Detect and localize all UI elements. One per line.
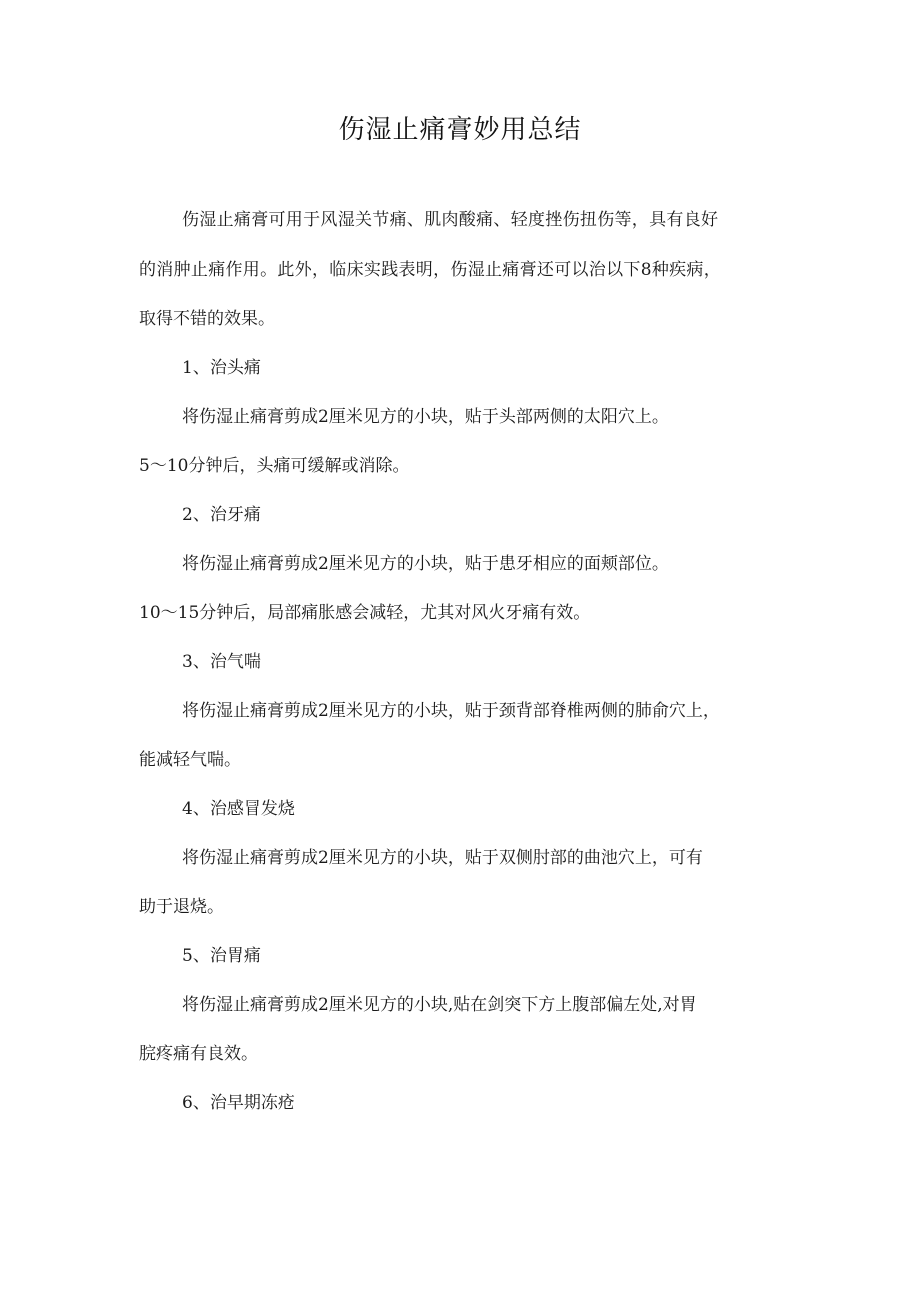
body-line: 将伤湿止痛膏剪成2厘米见方的小块，贴于头部两侧的太阳穴上。 (182, 407, 669, 427)
body-line: 取得不错的效果。 (139, 309, 275, 329)
body-line: 5～10分钟后，头痛可缓解或消除。 (139, 456, 410, 476)
body-line: 将伤湿止痛膏剪成2厘米见方的小块，贴于颈背部脊椎两侧的肺俞穴上， (182, 701, 720, 721)
section-heading: 3、治气喘 (182, 652, 261, 672)
body-line: 伤湿止痛膏可用于风湿关节痛、肌肉酸痛、轻度挫伤扭伤等，具有良好 (182, 210, 719, 230)
section-heading: 4、治感冒发烧 (182, 799, 295, 819)
body-line: 脘疼痛有良效。 (139, 1044, 258, 1064)
document-title: 伤湿止痛膏妙用总结 (338, 115, 582, 145)
section-heading: 6、治早期冻疮 (182, 1093, 295, 1113)
section-heading: 5、治胃痛 (182, 946, 261, 966)
body-line: 将伤湿止痛膏剪成2厘米见方的小块，贴于双侧肘部的曲池穴上，可有 (182, 848, 703, 868)
body-line: 的消肿止痛作用。此外，临床实践表明，伤湿止痛膏还可以治以下8种疾病， (139, 260, 722, 280)
section-heading: 2、治牙痛 (182, 505, 261, 525)
section-heading: 1、治头痛 (182, 358, 261, 378)
body-line: 能减轻气喘。 (139, 750, 241, 770)
body-line: 10～15分钟后，局部痛胀感会减轻，尤其对风火牙痛有效。 (139, 603, 591, 623)
body-line: 将伤湿止痛膏剪成2厘米见方的小块,贴在剑突下方上腹部偏左处,对胃 (182, 995, 697, 1015)
body-line: 助于退烧。 (139, 897, 224, 917)
body-line: 将伤湿止痛膏剪成2厘米见方的小块，贴于患牙相应的面颊部位。 (182, 554, 669, 574)
